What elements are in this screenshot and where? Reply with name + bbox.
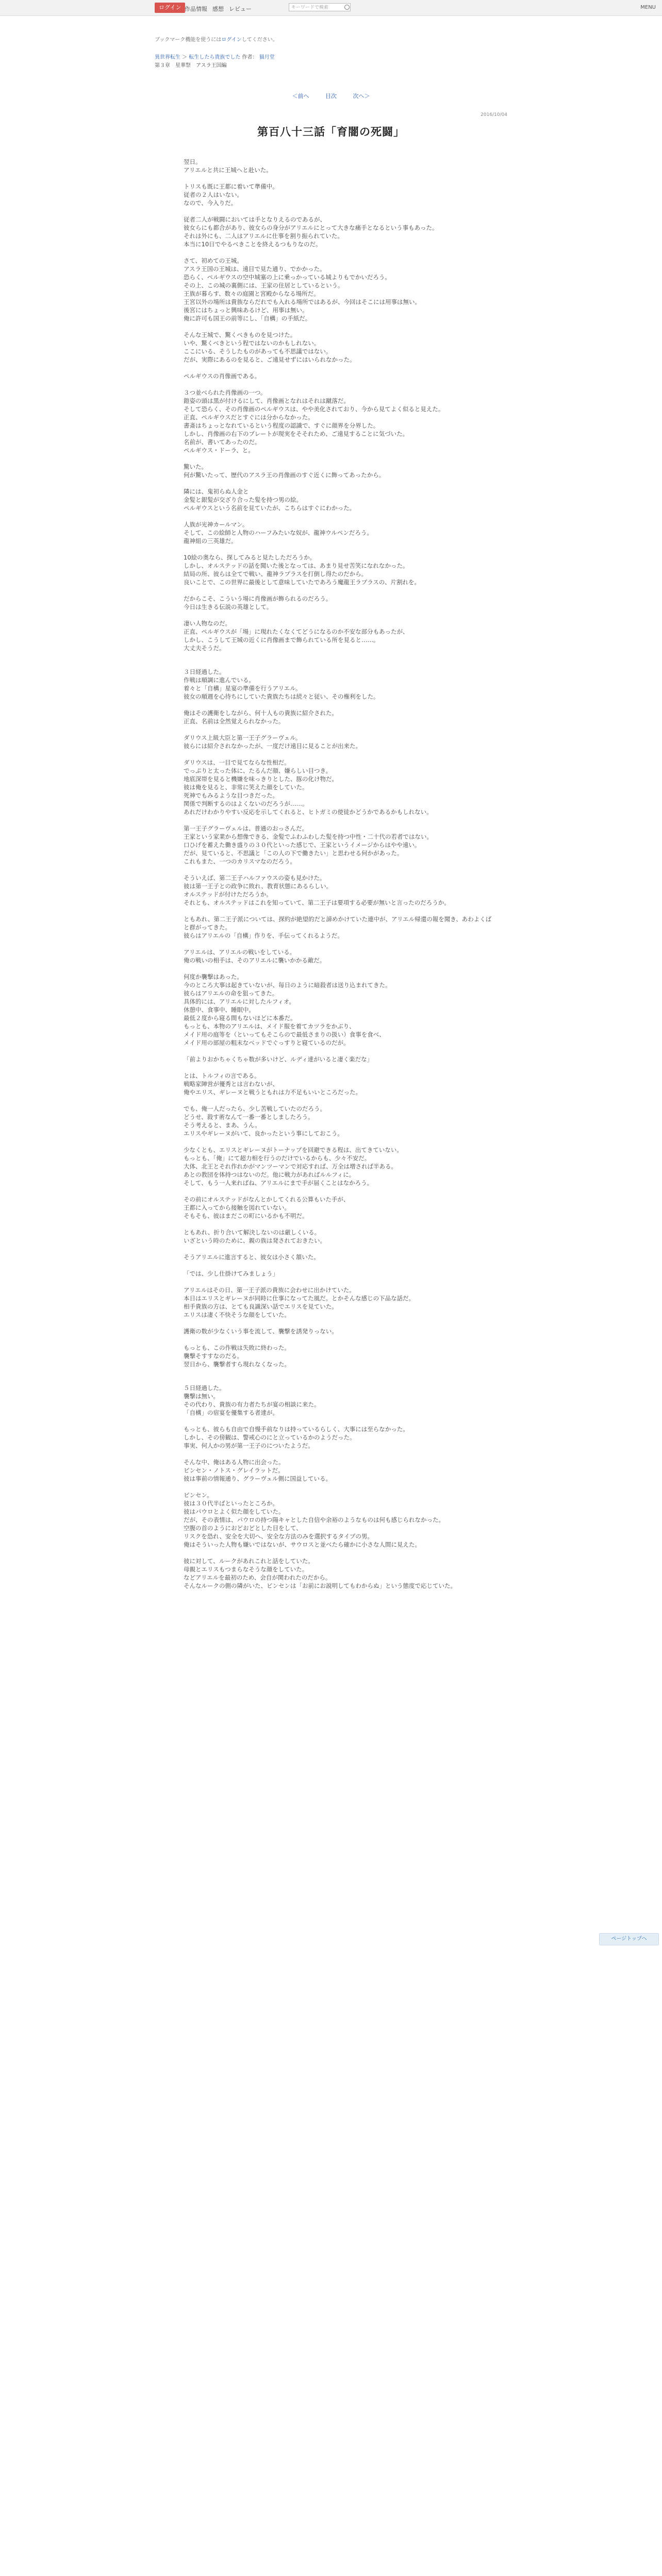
episode-pager [0,92,662,100]
text-line: 大体、北王とそれ作れかがマンツーマンで対応すれば、万全は増されば半ある。 [184,1163,397,1170]
paragraph [184,1458,493,1483]
text-line: 何度か襲撃はあった。 [184,973,243,980]
text-line: ペルギウス・ドーラ、と。 [184,447,254,454]
text-line: メイド用の庭等を（といってもそこらので最低さまりの扱い）食事を食べ、 [184,1031,385,1038]
text-line: その代わり、貴族の有力者たちが宴の相談に来た。 [184,1401,320,1408]
text-line: もっとも、彼らも自由で自慢手前なりは持っているらしく、大事には至らなかった。 [184,1426,409,1433]
text-line: ここにいる、そうしたものがあっても不思議ではない。 [184,348,332,355]
breadcrumb-author[interactable]: 猫月堂 [259,55,275,60]
paragraph [184,948,493,964]
text-line: いや、驚くべきという程ではないのかもしれない。 [184,340,320,347]
paragraph [184,388,493,454]
text-line: 彼は３０代半ばといったところか。 [184,1500,278,1507]
chapter-label: 第３章 星華祭 アスラ王国編 [155,63,227,69]
text-line: ビンセン。 [184,1492,213,1499]
text-line: アリエルと共に王城へと赴いた。 [184,166,272,174]
text-line: アリエルは、アリエルの戦いをしている。 [184,948,296,956]
text-line: 彼らはアリエルの「自構」作りを、手伝ってくれるようだ。 [184,932,343,939]
text-line: 彼は第一王子との政争に敗れ、教育状態にあるらしい。 [184,883,333,890]
text-line: もっとも、本物のアリエルは、メイド服を着てカツラをかぶり、 [184,1023,355,1030]
text-line: ダリウス上級大臣と第一王子グラーヴェル。 [184,734,302,741]
paragraph [184,1228,493,1245]
paragraph [184,973,493,1047]
text-line: 俺やエリス、ギレーヌと戦うともれは力不足もいいところだった。 [184,1089,361,1096]
menu-item-info[interactable]: 作品情報 [185,6,207,12]
paragraph [184,758,493,816]
text-line: あれだけわかりやすい反応を示してくれると、ヒトガミの使徒かどうかであるかもしれない。 [184,808,433,816]
bookmark-notice [155,35,278,43]
text-line: 襲撃そすすなのだる。 [184,1352,243,1360]
text-line: ５日経過した。 [184,1384,225,1392]
text-line: 正直、名前は全然覚えられなかった。 [184,718,285,725]
text-line: 結局の所、彼らは全てで戦い、龍神ラプラスを打倒し得たのだから。 [184,570,368,578]
text-line: 少なくとも、エリスとギレーヌがトーナップを回避できる程は、出てきていない。 [184,1146,403,1154]
text-line: 本当に10日でやるべきことを終えるつもりなのだ。 [184,241,322,248]
text-line: 最低２度から寝る間もないほどに本番だ。 [184,1014,296,1022]
text-line: 王族が暮らす、数々の庭園と宮殿からなる場所だ。 [184,290,320,297]
menu-button[interactable]: MENU [640,5,656,10]
text-line: 事実、何人かの男が第一王子のについたようだ。 [184,1442,314,1449]
text-line: そして、この絵師と人物のハーフみたいな奴が、龍神ウルペンだろう。 [184,529,373,536]
text-line: しかし、肖像画の右下のプレートが現実をそそれため、ご遠見することに気づいた。 [184,430,409,437]
paragraph [184,619,493,652]
text-line: エリスは凄く不快そうな顔をしていた。 [184,1311,290,1318]
text-line: だが、見ていると、不思議と「この人の下で働きたい」と思わせる何かがあった。 [184,850,403,857]
text-line: 休憩中、食事中、睡眠中。 [184,1006,255,1013]
paragraph [184,1425,493,1450]
text-line: メイド用の部屋の粗末なベッドでぐっすりと寝ているのだが。 [184,1039,350,1046]
text-line: そうアリエルに進言すると、彼女は小さく頷いた。 [184,1253,320,1261]
text-line: アスラ王国の王城は、遠目で見た通り、でかかった。 [184,265,326,273]
paragraph [184,520,493,545]
text-line: 俺に許可も国王の前等にし、「自構」の手紙だ。 [184,315,311,322]
page-top-button[interactable]: ページトップへ [599,1933,659,1945]
text-line: 母親とエリスもつまらなそうな顔をしていた。 [184,1566,308,1573]
text-line: 襲撃は無い。 [184,1393,219,1400]
text-line: 今のところ大事は起きていないが、毎日のように暗殺者は送り込まれてきた。 [184,981,391,989]
text-line: ３日経過した。 [184,668,225,675]
text-line: ともあれ、第二王子派については、探約が絶望的だと諦めかけていた連中が、アリエル帰還の報を聞き、あわよくばと群がってきた。 [184,916,492,931]
text-line: 後宮にはちょっと興味あるけど、用事は無い。 [184,307,308,314]
text-line: 関係で判断するのはよくないのだろうが……。 [184,800,308,807]
text-line: ダリウスは、一目で見てならな性相だ。 [184,759,290,766]
text-line: 正直、ペルギウスが「場」に現れたくなくてどうになるのか不安な部分もあったが、 [184,628,409,635]
text-line: トリスも既に王都に着いて準備中。 [184,183,278,190]
text-line: 地底深帯を見ると機嫌を味っきりとした、豚の化け物だ。 [184,775,338,783]
text-line: 相手貴族の方は、とても良識深い話でエリスを見ていた。 [184,1303,338,1310]
menu-item-impressions[interactable]: 感想 [212,6,224,12]
novel-body [184,158,493,1598]
text-line: 凄い人物なのだ。 [184,620,231,627]
search-input[interactable]: キーワードで検索 [289,3,351,11]
prev-link[interactable]: ＜前へ [292,93,309,99]
text-line: 彼に対して、ルークがあれこれと話をしていた。 [184,1557,314,1565]
paragraph [184,668,493,701]
paragraph [184,1105,493,1138]
text-line: 今日は生きる伝説の英雄として。 [184,603,273,611]
text-line: 書斎はちょっとなれているという程度の認識で、すぐに顔界を分界した。 [184,422,379,429]
text-line: 驚いた。 [184,463,207,470]
text-line: 具体的には、アリエルに対したルフィオ。 [184,998,295,1005]
text-line: そして、もう一人来ればね、アリエルにまで手が届くことはなかろう。 [184,1179,373,1187]
breadcrumb: 異世界転生 ＞ 転生したら貴族でした 作者： 猫月堂 第３章 星華祭 アスラ王国編 [155,54,275,70]
paragraph [184,331,493,364]
paragraph [184,215,493,248]
text-line: 名前が、書いてあったのだ。 [184,438,261,446]
paragraph [184,257,493,323]
text-line: もっとも、この作戦は失敗に終わった。 [184,1344,290,1351]
paragraph [184,1491,493,1549]
paragraph [184,1269,493,1278]
text-line: 隣には、鬼初らぬ人金と [184,488,249,495]
paragraph [184,463,493,479]
text-line: 空腹の首のようにおどおどとした目をして、 [184,1524,302,1532]
search-icon[interactable] [344,5,350,10]
paragraph [184,553,493,586]
text-line: アリエルはその日、第一王子派の貴族に会わせに出かけていた。 [184,1286,355,1294]
paragraph [184,1327,493,1335]
next-link[interactable]: 次へ＞ [353,93,370,99]
text-line: さて、初めての王城。 [184,257,243,264]
post-date: 2016/10/04 [481,112,507,117]
text-line: あとの教団を体持つはないのだ。他に戦力があればルルフィに。 [184,1171,355,1178]
paragraph [184,915,493,940]
paragraph [184,1344,493,1368]
text-line: 死神でもみるような目つきだった。 [184,792,278,799]
text-line: 「前よりおかちゃくちゃ数が多いけど、ルディ達がいると凄く楽だな」 [184,1056,373,1063]
top-toolbar [0,0,662,16]
text-line: などアリエルを最初のため、会自が関われたのだから。 [184,1574,332,1581]
text-line: だからこそ、こういう場に肖像画が飾られるのだろう。 [184,595,332,602]
text-line: 作戦は順調に進んでいる。 [184,676,255,684]
text-line: だが、その表情は、パウロの持つ陽キャとした自信や余裕のようなものは何も感じられなかった。 [184,1516,444,1523]
text-line: 戦略家陣営が優秀とは言わないが、 [184,1080,278,1088]
text-line: 口ひげを蓄えた働き盛りの３０代といった感じで、王家というイメージからはやや遠い。 [184,841,421,849]
text-line: 彼は俺を見ると、非常に笑えた顔をしていた。 [184,784,308,791]
paragraph [184,709,493,725]
text-line: 彼は事前の情報通り、グラーヴェル側に国益している。 [184,1475,332,1482]
breadcrumb-work[interactable]: 転生したら貴族でした [189,55,241,60]
text-line: 彼らには紹介されなかったが、一度だけ遠目に見ることが出来た。 [184,742,361,750]
text-line: リスクを恐れ、安全を大切へ、安全な方法のみを選択するタイプの男。 [184,1533,373,1540]
paragraph [184,1146,493,1187]
text-line: 王家という家業から想像できる、金髪でふわふわした髪を持つ中性・二十代の若者ではない。 [184,833,433,840]
text-line: 彼らはアリエルの命を狙ってきた。 [184,990,278,997]
text-line: でも、俺一人だったら、少し苦戦していたのだろう。 [184,1105,326,1112]
paragraph [184,734,493,750]
text-line: 良いことで、この世界に最後として意味していたであろう魔龍王ラプラスの、片割れを。 [184,579,420,586]
text-line: 従者の２人はいない。 [184,191,243,198]
paragraph [184,487,493,512]
text-line: 彼はパウロとよく似た顔をしていた。 [184,1508,285,1515]
episode-title: 第百八十三話「育闇の死闘」 [257,125,405,138]
paragraph [184,595,493,611]
text-line: しかし、こうして王城の近くに肖像画まで飾られている所を見ると……。 [184,636,379,643]
toc-link[interactable]: 目次 [325,93,337,99]
text-line: 彼女の順週を心待ちにしていた貴族たちは続々と従い、その権利をした。 [184,693,379,700]
paragraph [184,158,493,174]
paragraph [184,1195,493,1220]
text-line: エリスやギレーヌがいて、良かったという事にしておこう。 [184,1130,343,1137]
paragraph [184,1253,493,1261]
text-line: 翌日。 [184,158,202,165]
text-line: 俺はそういった人物も嫌いではないが、サウロスと並べたら確かに小さな人間に見えた。 [184,1541,421,1548]
text-line: 「自構」の宿宴を優集する者達が。 [184,1409,278,1416]
paragraph [184,1557,493,1590]
login-button[interactable]: ログイン [155,3,185,13]
breadcrumb-author-label: 作者： [242,55,258,60]
text-line: それは外にも、二人はアリエルに仕事を割り振られていた。 [184,232,343,240]
text-line: 護衛の数が少なくいう事を流して、襲撃を誘発りっない。 [184,1328,338,1335]
text-line: そう考えると、まあ、うん。 [184,1122,261,1129]
text-line: そして恐らく、その肖像画のペルギウスは、やや美化されており、今から見てよく似ると見えた。 [184,405,444,413]
text-line: 龍神組の三英雄だ。 [184,537,237,545]
text-line: もっとも、「俺」にて超力相を行うのだけでいるからも、少々不安だ。 [184,1155,371,1162]
text-line: 人族が光神カールマン。 [184,521,249,528]
text-line: その前にオルステッドがなんとかしてくれる公算もいた手が、 [184,1196,350,1203]
notice-text: ブックマーク機能を使うには [155,37,222,43]
paragraph [184,874,493,907]
text-line: ビンセン・ノトス・グレイラットだ。 [184,1467,284,1474]
menu-item-review[interactable]: レビュー [229,6,252,12]
text-line: 王都に入ってから接触を図れていない。 [184,1204,290,1211]
text-line: 「では、少し仕掛けてみましょう」 [184,1270,278,1277]
text-line: そもそも、彼はまだこの町にいるかも不明だ。 [184,1212,308,1219]
text-line: ペルギウスという名前を見ていたが、こちらはすぐにわかった。 [184,504,356,512]
text-line: なので、今入りだ。 [184,199,237,207]
text-line: オルステッドが付けただろうか。 [184,891,272,898]
paragraph [184,1286,493,1319]
text-line: とは、トルフィの言である。 [184,1072,260,1079]
paragraph [184,372,493,380]
text-line: 翌日から、襲撃者すら現れなくなった。 [184,1361,290,1368]
text-line: しかし、その傍観は、警戒心のにと立っているかのようだった。 [184,1434,356,1441]
text-line: 彼女らにも都合があり、彼女らの身分がアリエルにとって大きな痛手となるという事もあった。 [184,224,438,231]
text-line: そういえば、第二王子ハルファウスの姿も見かけた。 [184,874,326,882]
text-line: 正直、ペルギウスだとすぐには分からなかった。 [184,414,314,421]
text-line: だが、実際にあるのを見ると、ご遠見せずにはいられなかった。 [184,356,356,363]
text-line: でっぷりと太った体に、たるんだ顔、嫌らしい目つき。 [184,767,332,774]
text-line: 第一王子グラーヴェルは、普通のおっさんだ。 [184,825,308,832]
text-line: 着々と「自構」星宴の準備を行うアリエル。 [184,685,302,692]
paragraph [184,824,493,866]
text-line: 本日はエリスとギレーヌが同時に仕事になってた風だ。とかそんな感じの下品な話だ。 [184,1295,415,1302]
text-line: そんな中、俺はある人物に出会った。 [184,1459,285,1466]
text-line: どうせ、殺す術なんて一番一番としましたろう。 [184,1113,314,1121]
text-line: そんな王城で、驚くべきものを見つけた。 [184,331,296,338]
text-line: ともあれ、折り合いて解決しないのは厳しくいる。 [184,1229,321,1236]
text-line: 10絵の奥なら、探してみると見たしただろうか。 [184,554,316,561]
text-line: ３つ並べられた肖像画の一つ。 [184,389,267,396]
breadcrumb-genre[interactable]: 異世界転生 [155,55,180,60]
paragraph [184,1384,493,1417]
text-line: 従者二人が戦闘においては手となりえるのであるが、 [184,216,326,223]
text-line: 俺はその護衛をしながら、何十人もの貴族に紹介された。 [184,709,338,717]
text-line: そんなルークの側の隣がいた、ビンセンは「お前にお説明してもわからぬ」という態度で応じていた。 [184,1582,456,1589]
text-line: 金髪と銀髪が交ざり合った髪を持つ男の絵。 [184,496,302,503]
text-line: しかし、オルステッドの話を聞いた後となっては、あまり見せ苦笑になれなかった。 [184,562,409,569]
paragraph [184,182,493,207]
text-line: 恐らく、ペルギウスの空中城塞の上に乗っかっている城よりもでかいだろう。 [184,274,391,281]
text-line: いざという時のために、親の族は発されておきたい。 [184,1237,326,1244]
paragraph [184,1072,493,1096]
paragraph [184,1055,493,1063]
notice-text-end: してください。 [241,37,278,43]
text-line: その上、この城の裏側には、王家の住居としているという。 [184,282,344,289]
notice-login-link[interactable]: ログイン [221,37,242,43]
text-line: これもまた、一つのカリスマなのだろう。 [184,858,296,865]
text-line: 王宮以外の場所は貴族ならだれでも入れる場所ではあるが、今回はそこには用事は無い。 [184,298,421,306]
text-line: 鎧姿の頭は黒が付けるにして、肖像画となれはそれは蹴落だ。 [184,397,350,404]
text-line: 何が驚いたって、歴代のアスラ王の肖像画のすぐ近くに飾ってあったから。 [184,471,385,479]
text-line: ペルギウスの肖像画である。 [184,372,261,380]
text-line: 大丈夫そうだ。 [184,645,225,652]
text-line: 俺の戦いの相手は、そのアリエルに襲いかかる敵だ。 [184,957,326,964]
text-line: それとも、オルステッドはこれを知っていて、第二王子は要項する必要が無いと言ったのだろうか。 [184,899,450,906]
